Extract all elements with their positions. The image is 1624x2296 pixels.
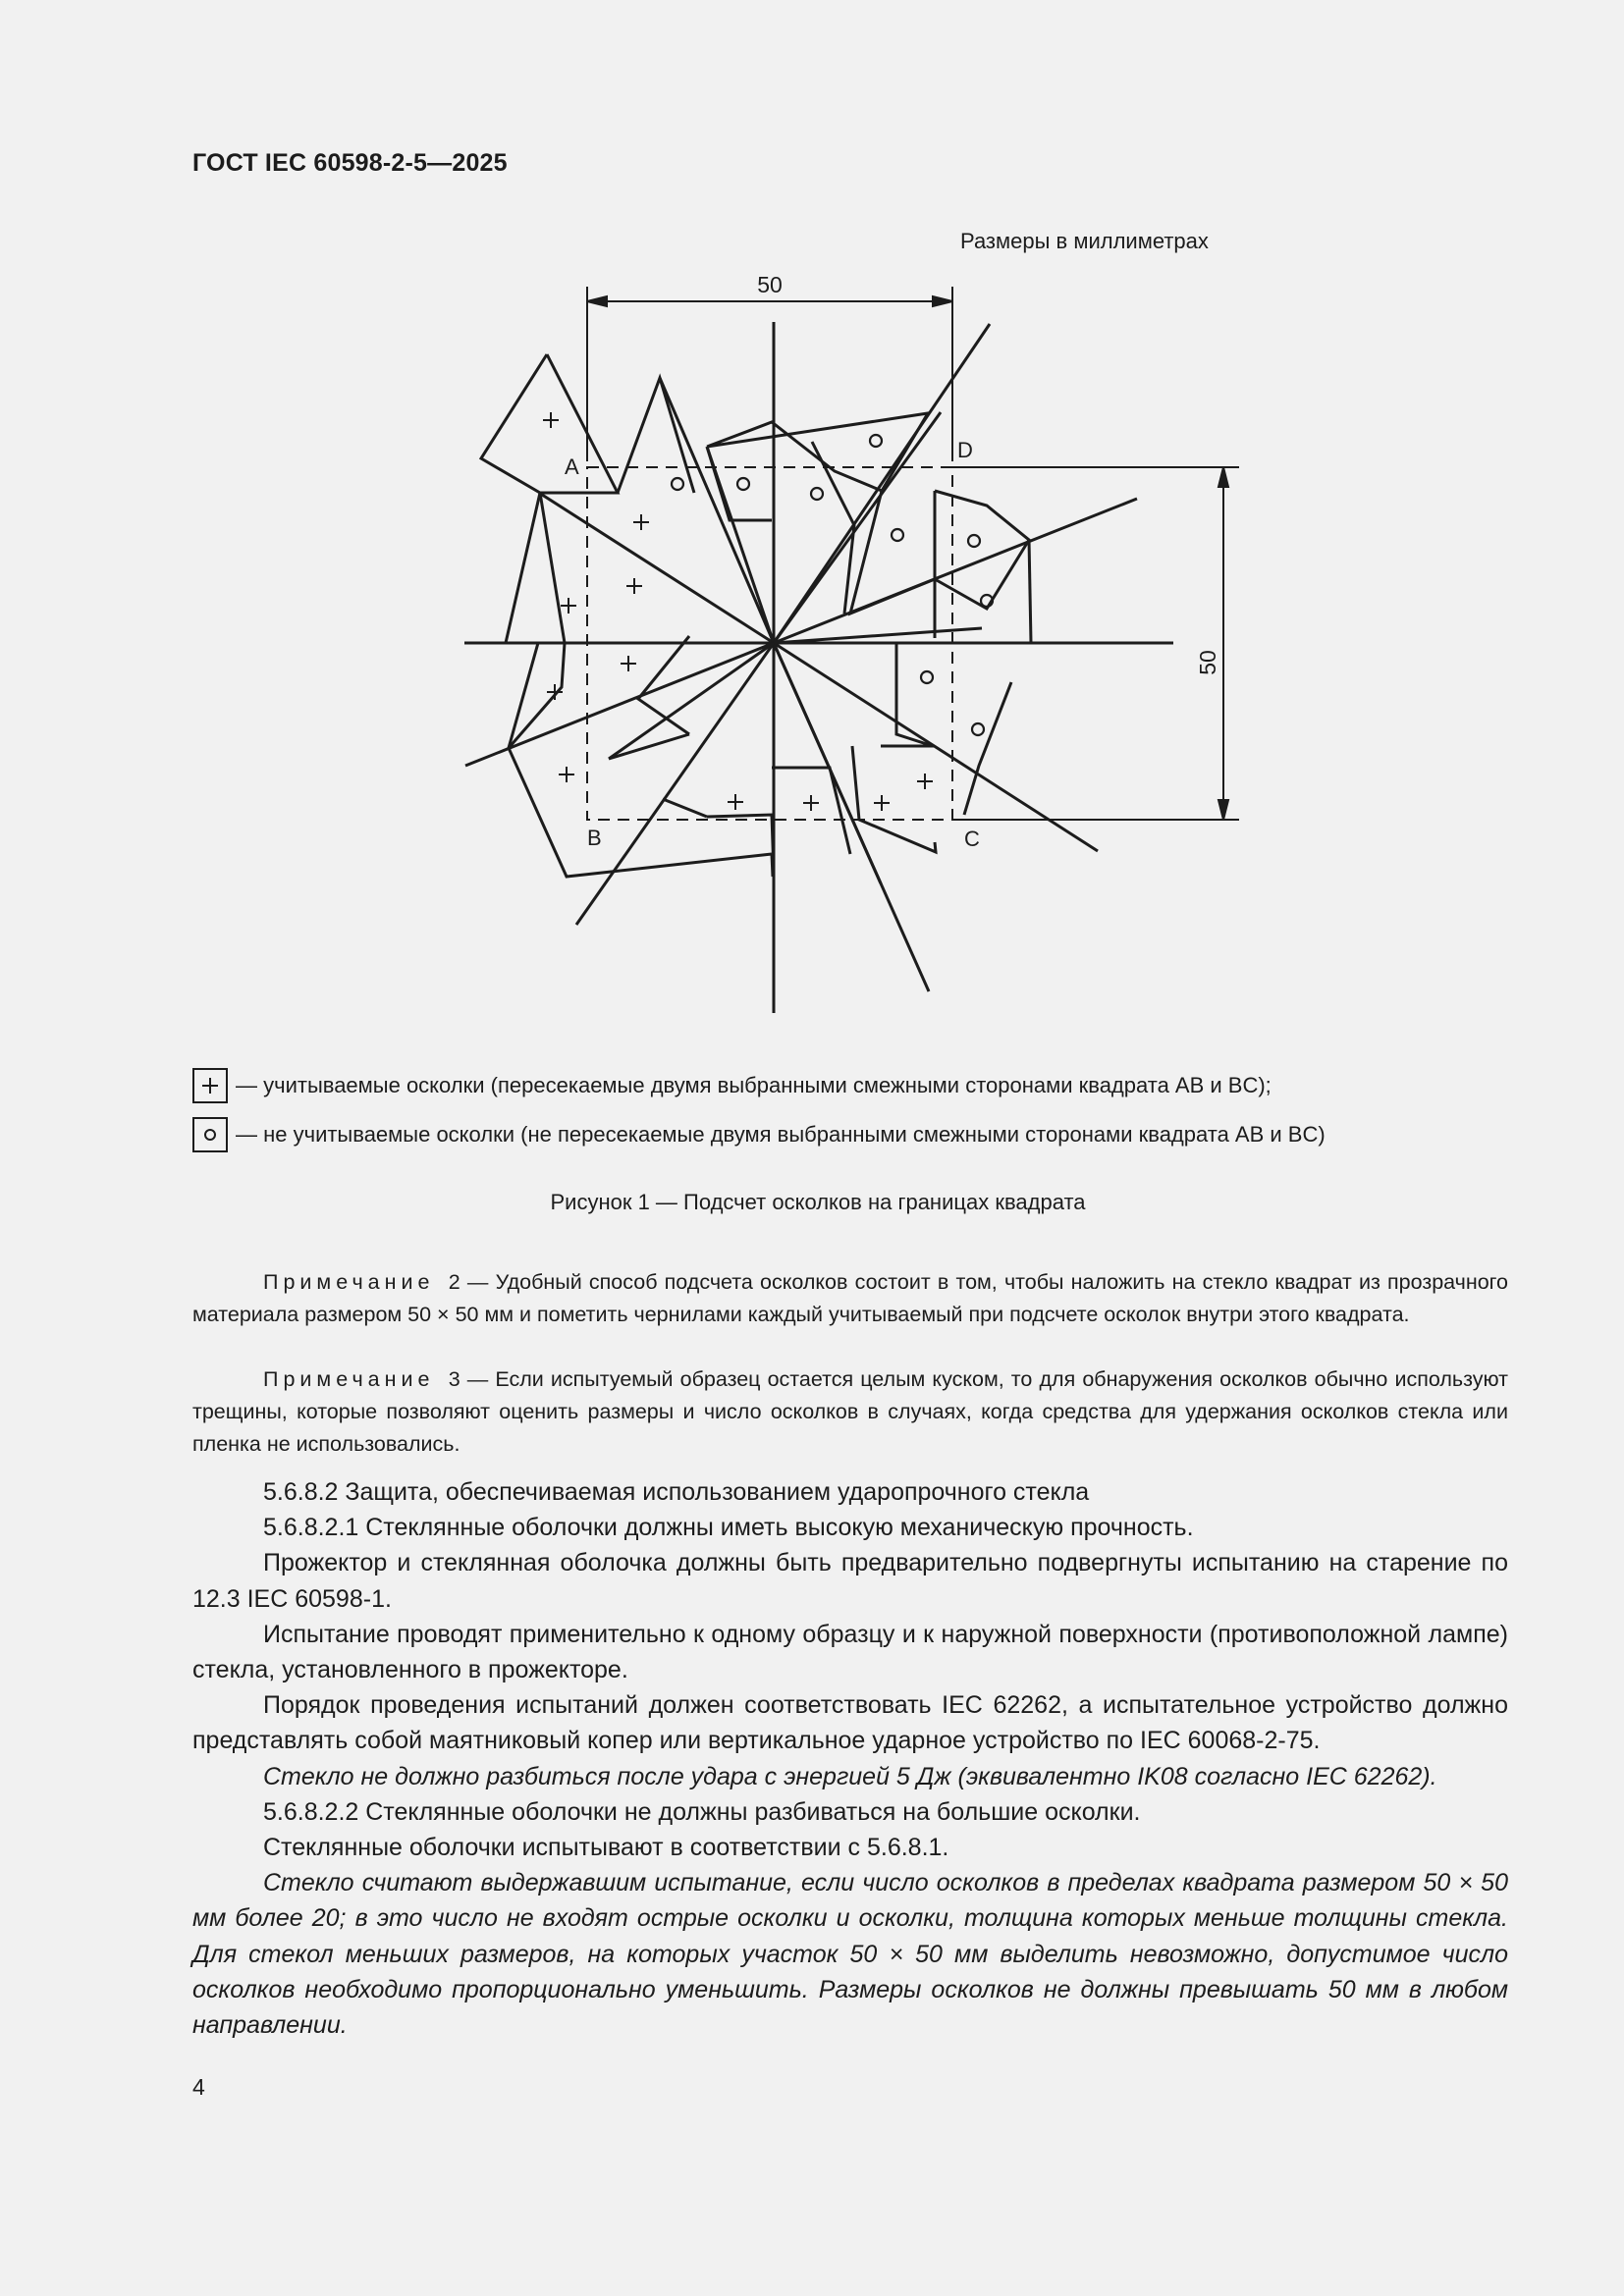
corner-d-label: D: [957, 438, 973, 462]
clause-requirement: 5.6.8.2.2 Стеклянные оболочки не должны разбиваться на большие осколки.: [263, 1797, 1141, 1826]
circle-icon: [892, 529, 903, 541]
clause-requirement: 5.6.8.2.1 Стеклянные оболочки должны иметь высокую механическую прочность.: [263, 1514, 1194, 1542]
circle-icon: [192, 1117, 228, 1152]
circle-icon: [972, 723, 984, 735]
note-label: Примечание: [263, 1270, 435, 1294]
corner-c-label: C: [964, 827, 980, 851]
dim-horizontal-label: 50: [757, 272, 783, 297]
note-3: [192, 1363, 1508, 1461]
body-text: [192, 1474, 1508, 2043]
body-paragraph-italic: Стекло не должно разбиться после удара с энергией 5 Дж (эквивалентно IK08 согласно IEC 62262).: [263, 1762, 1437, 1790]
body-paragraph: Прожектор и стеклянная оболочка должны быть предварительно подвергнуты испытанию на старение по 12.3 IEC 60598-1.: [192, 1549, 1508, 1613]
circle-icon: [811, 488, 823, 500]
crack-lines: [464, 322, 1173, 1013]
note-number: 3: [448, 1367, 460, 1391]
note-2: [192, 1266, 1508, 1331]
body-paragraph-italic: Стекло считают выдержавшим испытание, если число осколков в пределах квадрата размером 50 × 50 мм более 20; в это число не входят острые осколки и осколки, толщина которых меньше толщины стекла. Для стекол меньших размеров, на которых участок 50 × 50 мм выделить невозможно, допустимое число осколков необходимо пропорционально уменьшить. Размеры осколков не должны превышать 50 мм в любом направлении.: [192, 1869, 1508, 2040]
circle-icon: [672, 478, 683, 490]
note-text: — Удобный способ подсчета осколков состоит в том, чтобы наложить на стекло квадрат из прозрачного материала размером 50 × 50 мм и пометить чернилами каждый учитываемый при подсчете осколок внутри этого квадрата.: [192, 1270, 1508, 1326]
plus-icon: [559, 767, 574, 782]
body-paragraph: Порядок проведения испытаний должен соответствовать IEC 62262, а испытательное устройство должно представлять собой маятниковый копер или вертикальное ударное устройство по IEC 60068-2-75.: [192, 1691, 1508, 1755]
plus-icon: [192, 1068, 228, 1103]
circle-icon: [968, 535, 980, 547]
circle-icon: [921, 671, 933, 683]
legend-row-uncounted: [192, 1117, 1326, 1152]
legend-row-counted: [192, 1068, 1272, 1103]
plus-icon: [621, 656, 636, 671]
fragment-diagram: [0, 0, 1624, 1041]
plus-icon: [626, 578, 642, 594]
counted-fragment-markers: [543, 412, 933, 811]
plus-icon: [874, 795, 890, 811]
fragment-outlines: [481, 354, 1031, 877]
corner-b-label: B: [587, 826, 602, 850]
page-number: 4: [192, 2074, 205, 2100]
note-label: Примечание: [263, 1367, 435, 1391]
body-paragraph: Стеклянные оболочки испытывают в соответствии с 5.6.8.1.: [263, 1834, 949, 1862]
corner-a-label: A: [565, 454, 579, 479]
document-header: ГОСТ IEC 60598-2-5—2025: [192, 149, 508, 177]
circle-icon: [737, 478, 749, 490]
plus-icon: [633, 514, 649, 530]
units-note: Размеры в миллиметрах: [960, 229, 1209, 253]
plus-icon: [728, 794, 743, 810]
legend-text-uncounted: — не учитываемые осколки (не пересекаемые двумя выбранными смежными сторонами квадрата AB и BC): [236, 1122, 1326, 1147]
clause-heading: 5.6.8.2 Защита, обеспечиваемая использованием ударопрочного стекла: [263, 1478, 1090, 1506]
plus-icon: [561, 598, 576, 614]
plus-icon: [543, 412, 559, 428]
figure-caption: Рисунок 1 — Подсчет осколков на границах квадрата: [550, 1190, 1086, 1214]
note-text: — Если испытуемый образец остается целым куском, то для обнаружения осколков обычно используют трещины, которые позволяют оценить размеры и число осколков в случаях, когда средства для удержания осколков стекла или пленка не использовались.: [192, 1367, 1508, 1456]
legend-text-counted: — учитываемые осколки (пересекаемые двумя выбранными смежными сторонами квадрата AB и BC);: [236, 1073, 1272, 1097]
plus-icon: [803, 795, 819, 811]
dim-vertical-label: 50: [1195, 650, 1220, 675]
plus-icon: [917, 774, 933, 789]
note-number: 2: [448, 1270, 460, 1294]
circle-icon: [870, 435, 882, 447]
body-paragraph: Испытание проводят применительно к одному образцу и к наружной поверхности (противоположной лампе) стекла, установленного в прожекторе.: [192, 1620, 1508, 1684]
